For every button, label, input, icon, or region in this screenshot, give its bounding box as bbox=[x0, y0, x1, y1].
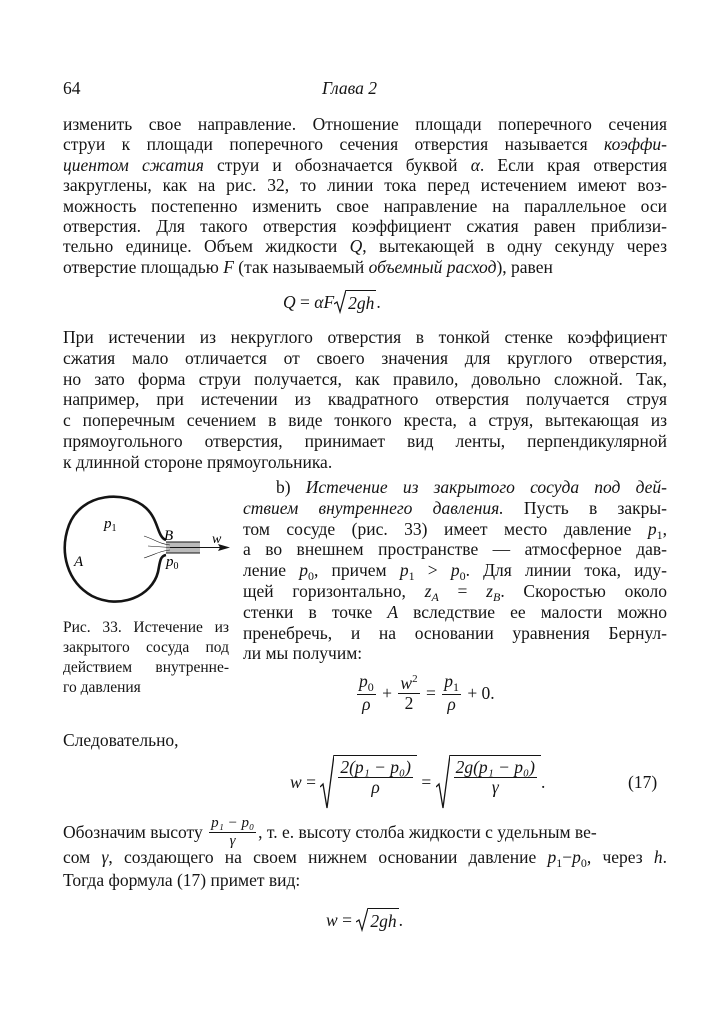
formula-term: = bbox=[300, 291, 310, 312]
text-segment: z bbox=[486, 581, 493, 601]
label-w: w bbox=[212, 532, 222, 547]
text-segment: циентом сжатия bbox=[63, 154, 204, 175]
text-line bbox=[63, 369, 667, 389]
sqrt-sign: 2gh bbox=[356, 908, 398, 932]
formula-final: w = 2gh . bbox=[326, 909, 403, 931]
text-segment: 1 bbox=[656, 527, 663, 542]
label-p0: $p_0$ bbox=[166, 554, 179, 572]
text-line bbox=[243, 602, 667, 622]
sqrt-sign: $\frac{\text{2g(p₁ − p₀)}}{\gamma}$ bbox=[436, 755, 541, 809]
text-segment: стенки в точке bbox=[243, 601, 388, 622]
fraction: $\frac{p_1}{\rho}$ bbox=[444, 671, 459, 715]
text-segment: прямоугольного отверстия, принимает вид ленты, перпендикулярной bbox=[63, 431, 667, 451]
text-segment: с поперечным сечением в виде тонкого креста, а струя, вытекающая из bbox=[63, 410, 667, 431]
figure-caption-line: закрытого сосуда под bbox=[63, 639, 229, 656]
text-segment: Истечение из закрытого сосуда под дей- bbox=[305, 477, 667, 497]
text-line bbox=[63, 175, 667, 195]
fraction: $\frac{w^2}{2}$ bbox=[400, 672, 418, 714]
text-line bbox=[63, 216, 667, 236]
text-segment: можность постепенно изменить свое направление на параллельное оси bbox=[63, 195, 667, 216]
text-segment: p bbox=[572, 847, 581, 867]
text-line bbox=[243, 643, 667, 663]
text-line bbox=[63, 327, 667, 347]
text-line bbox=[63, 155, 667, 175]
text-segment: отверстия. Для такого отверстия коэффициент сжатия равен приблизи- bbox=[63, 216, 667, 236]
text-segment: − bbox=[562, 847, 573, 867]
text-segment: . bbox=[662, 847, 667, 867]
text-segment: 0 bbox=[307, 569, 314, 584]
text-segment: . Для линии тока, иду- bbox=[465, 560, 667, 581]
label-p1: $p_1$ bbox=[104, 516, 117, 534]
text-segment: . Если края отверстия bbox=[479, 154, 667, 175]
text-line bbox=[63, 348, 667, 368]
text-segment: p bbox=[450, 560, 460, 581]
text-segment: > bbox=[414, 560, 451, 581]
text-segment: = bbox=[438, 581, 487, 601]
text-segment: p bbox=[547, 847, 557, 867]
equation-number: (17) bbox=[628, 772, 658, 792]
figure-caption-line: го давления bbox=[63, 679, 141, 696]
text-segment: p bbox=[299, 560, 308, 581]
text-segment: отверстие площадью bbox=[63, 256, 224, 277]
sqrt-sign: $\frac{\text{2(p₁ − p₀)}}{\rho}$ bbox=[320, 755, 417, 809]
text-segment: γ bbox=[101, 847, 109, 867]
text-line bbox=[63, 410, 667, 430]
text-segment: но зато форма струи получается, как правило, довольно сложной. Так, bbox=[63, 368, 667, 389]
formula-term: . bbox=[376, 291, 381, 312]
text-segment: (так называемый bbox=[233, 256, 369, 277]
text-segment: z bbox=[424, 581, 432, 601]
text-segment: B bbox=[492, 590, 501, 604]
paragraph-3-line-1 bbox=[63, 815, 667, 849]
text-segment: а во внешнем пространстве — атмосферное дав- bbox=[243, 539, 667, 560]
label-b: B bbox=[164, 528, 174, 544]
text-segment: изменить свое направление. Отношение площади поперечного сечения bbox=[63, 114, 667, 134]
text-segment: вследствие ее малости можно bbox=[398, 601, 667, 622]
bernoulli-equation: $\frac{p_0}{\rho}$ + $\frac{w^2}{2}$ = $\frac{p_1}{\rho}$ + 0. bbox=[359, 671, 495, 715]
text-segment: объемный расход bbox=[368, 256, 497, 277]
text-segment: ), равен bbox=[496, 256, 553, 277]
text-line bbox=[63, 389, 667, 409]
text-segment: p bbox=[399, 560, 409, 581]
text-segment: струи и обозначается буквой bbox=[203, 154, 471, 175]
text: , т. е. высоту столба жидкости с удельным ве- bbox=[258, 821, 597, 842]
vessel-outline bbox=[65, 497, 166, 602]
text-segment: закруглены, как на рис. 32, то линии тока перед истечением имеют воз- bbox=[63, 175, 667, 196]
text-line bbox=[243, 498, 667, 518]
text-line bbox=[243, 581, 667, 604]
text-line bbox=[63, 134, 667, 154]
figure-caption-line: Рис. 33. Истечение из bbox=[63, 619, 229, 636]
running-header: Глава 2 bbox=[322, 78, 377, 98]
equation-17: w = $\frac{\text{2(p₁ − p₀)}}{\rho}$ = $\frac{\text{2g(p₁ − p₀)}}{\gamma}$ . bbox=[290, 755, 545, 809]
text-segment: ление bbox=[243, 560, 300, 581]
text-line bbox=[243, 623, 667, 643]
formula-term: Q bbox=[283, 291, 296, 312]
page-number: 64 bbox=[63, 78, 81, 98]
text-segment: том сосуде (рис. 33) имеет место давление bbox=[243, 518, 648, 539]
text-line bbox=[63, 257, 667, 277]
text-segment: При истечении из некруглого отверстия в тонкой стенке коэффициент bbox=[63, 327, 667, 347]
text-segment: , через bbox=[586, 847, 654, 867]
text-line bbox=[63, 452, 667, 472]
sqrt-sign bbox=[334, 290, 376, 314]
text-segment: , создающего на своем нижнем основании давление bbox=[108, 847, 548, 867]
text-line bbox=[63, 196, 667, 216]
text-segment: , вытекающей в одну секунду через bbox=[362, 236, 667, 257]
text-segment: Пусть в закры- bbox=[503, 497, 667, 518]
text-segment: 0 bbox=[580, 856, 587, 870]
paragraph-3-line-3: Тогда формула (17) примет вид: bbox=[63, 870, 301, 890]
formula-term: αF bbox=[314, 291, 335, 312]
text-line bbox=[243, 539, 667, 559]
text-segment: ли мы получим: bbox=[243, 643, 363, 664]
text-line bbox=[63, 236, 667, 256]
text-segment: сом bbox=[63, 847, 102, 867]
text-line bbox=[63, 431, 667, 451]
label-a: A bbox=[74, 554, 84, 570]
formula-term: 2gh bbox=[346, 290, 376, 314]
fraction: $\frac{\text{p₁ − p₀}}{\gamma}$ bbox=[211, 815, 255, 849]
text-line bbox=[63, 847, 667, 870]
text-segment: A bbox=[387, 601, 399, 622]
text-segment: тельно единице. Объем жидкости bbox=[63, 236, 350, 257]
text-line bbox=[63, 114, 667, 134]
text-segment: p bbox=[647, 518, 657, 539]
text-segment: α bbox=[470, 154, 480, 175]
text: Обозначим высоту bbox=[63, 821, 208, 842]
text-segment: Q bbox=[349, 236, 363, 257]
text-segment: например, при истечении из квадратного отверстия получается струя bbox=[63, 389, 667, 410]
vessel-figure bbox=[60, 490, 240, 610]
text-segment: пренебречь, и на основании уравнения Бернул- bbox=[243, 622, 667, 643]
figure-caption-line: действием внутренне- bbox=[63, 659, 229, 676]
text-segment: , bbox=[662, 518, 667, 539]
text-segment: к длинной стороне прямоугольника. bbox=[63, 451, 333, 472]
text-segment: струи к площади поперечного сечения отверстия называется bbox=[63, 134, 605, 155]
text-segment: . Скоростью около bbox=[500, 581, 667, 601]
text-line bbox=[243, 518, 667, 542]
text-segment: щей горизонтально, bbox=[243, 581, 425, 601]
text-segment: 1 bbox=[556, 856, 563, 870]
text-line bbox=[243, 477, 667, 497]
text-segment: h bbox=[653, 847, 663, 867]
text-segment: 0 bbox=[459, 569, 466, 584]
therefore-text: Следовательно, bbox=[63, 730, 179, 750]
text-segment: b) bbox=[276, 477, 306, 497]
text-segment: F bbox=[223, 256, 234, 277]
formula-flow-rate bbox=[283, 290, 381, 314]
text-segment: коэффи- bbox=[604, 134, 667, 155]
text-segment: A bbox=[431, 590, 439, 604]
text-line bbox=[243, 560, 667, 584]
fraction: $\frac{p_0}{\rho}$ bbox=[359, 671, 374, 715]
text-segment: сжатия мало отличается от своего значения для круглого отверстия, bbox=[63, 347, 667, 368]
text-segment: 1 bbox=[408, 569, 415, 584]
text-segment: ствием внутреннего давления. bbox=[243, 497, 504, 518]
text-segment: , причем bbox=[313, 560, 400, 581]
